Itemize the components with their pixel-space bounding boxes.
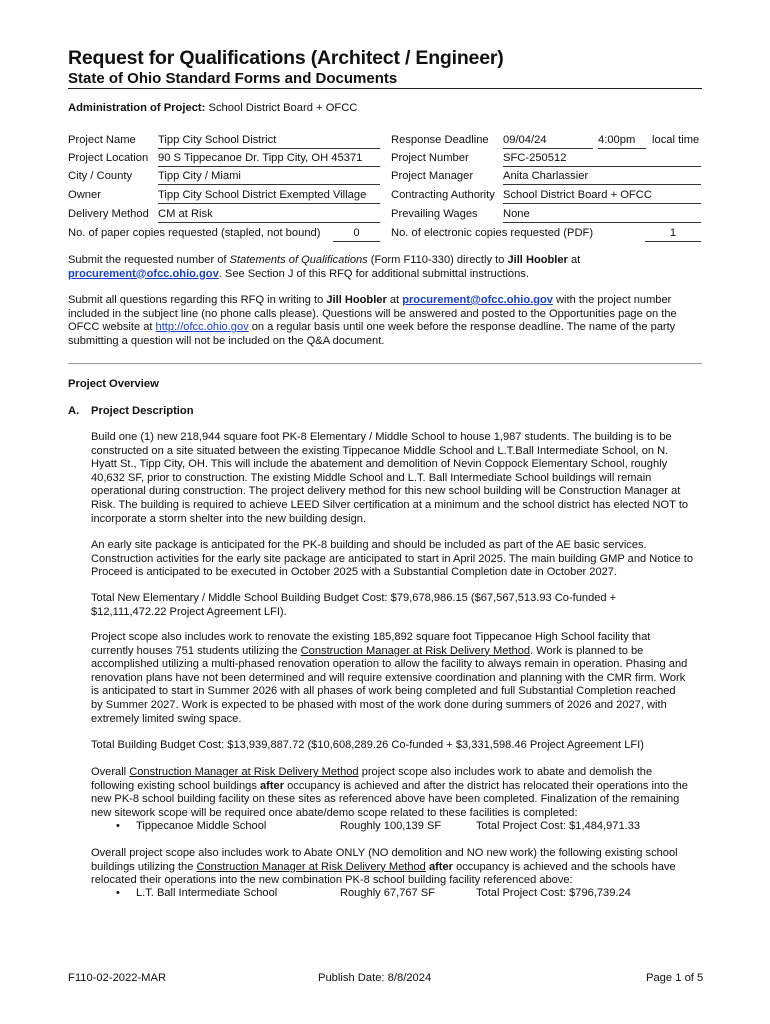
para-line: An early site package is anticipated for the PK-8 building and should be included as part of the AE basic services.: [91, 539, 647, 551]
para-line: . Work is planned to be: [530, 644, 644, 657]
questions-text: included in the subject line (no phone calls please). Questions will be answered and posted to the Opportunities page on the: [68, 307, 677, 320]
city-county-label: City / County: [68, 170, 133, 182]
bullet-2-size: Roughly 67,767 SF: [340, 887, 435, 899]
para-line: Total Building Budget Cost: $13,939,887.72 ($10,608,289.26 Co-funded + $3,331,598.46 Project Agreement LFI): [91, 739, 644, 751]
delivery-method-value: CM at Risk: [158, 208, 380, 223]
owner-value: Tipp City School District Exempted Village: [158, 189, 380, 204]
bullet-dot: •: [116, 887, 120, 899]
project-manager-value: Anita Charlassier: [503, 170, 701, 185]
para-line: Project scope also includes work to renovate the existing 185,892 square foot Tippecanoe High School facility that: [91, 631, 651, 643]
project-name-label: Project Name: [68, 134, 136, 146]
response-deadline-label: Response Deadline: [391, 134, 489, 146]
admin-label: Administration of Project:: [68, 102, 206, 114]
project-manager-label: Project Manager: [391, 170, 474, 182]
section-a-title: Project Description: [91, 405, 194, 417]
renovation-paragraph: [91, 631, 703, 726]
description-paragraph-2: [91, 539, 703, 580]
prevailing-wages-label: Prevailing Wages: [391, 208, 478, 220]
after-bold: after: [259, 779, 285, 792]
delivery-method-label: Delivery Method: [68, 208, 149, 220]
abatement-paragraph: [91, 766, 703, 820]
para-line: is anticipated to start in Summer 2026 with all phases of work being completed and full Substantial Completion reached: [91, 685, 676, 698]
para-line: $12,111,472.22 Project Agreement LFI).: [91, 605, 287, 618]
owner-label: Owner: [68, 189, 101, 201]
para-line: operational during construction. The project delivery method for this new school building will be Construction Manager at: [91, 485, 681, 498]
para-line: Risk. The building is required to achieve LEED Silver certification at a minimum and the school district has elected NOT to: [91, 498, 689, 511]
para-line: Overall project scope also includes work to Abate ONLY (NO demolition and NO new work) the following existing school: [91, 847, 678, 859]
submit-text: at: [567, 254, 581, 266]
paper-copies-value: 0: [333, 227, 380, 242]
para-line: Overall: [91, 766, 130, 778]
bullet-1-name: Tippecanoe Middle School: [136, 820, 267, 832]
para-line: renovation plans have not been determined and will require extensive coordination and planning with the CMR firm. Work: [91, 671, 686, 684]
submit-paragraph: [68, 254, 708, 281]
after-bold: after: [428, 860, 453, 873]
para-line: Proceed is anticipated to be executed in October 2025 with a Substantial Completion date in October 2027.: [91, 566, 618, 579]
para-line: project scope also includes work to abate and demolish the: [358, 766, 653, 778]
questions-paragraph: [68, 294, 708, 348]
budget-paragraph: [91, 592, 703, 619]
admin-value: School District Board + OFCC: [208, 102, 358, 114]
document-subtitle: State of Ohio Standard Forms and Documents: [68, 70, 398, 87]
footer-form-id: F110-02-2022-MAR: [68, 972, 167, 984]
para-line: relocated their operations into the new combination PK-8 school building facility referenced above:: [91, 874, 573, 887]
questions-text: with the project number: [552, 294, 672, 306]
cmar-method-text: Construction Manager at Risk Delivery Method: [129, 766, 359, 778]
para-line: Build one (1) new 218,944 square foot PK-8 Elementary / Middle School to house 1,987 students. The building is to be: [91, 431, 672, 443]
bullet-dot: •: [116, 820, 120, 832]
project-location-label: Project Location: [68, 152, 149, 164]
soq-italic: Statements of Qualifications: [229, 254, 368, 266]
para-line: Total New Elementary / Middle School Building Budget Cost: $79,678,986.15 ($67,567,513.93 Co-funded +: [91, 592, 617, 604]
questions-text: on a regular basis until one week before the response deadline. The name of the party: [248, 321, 676, 334]
para-line: incorporate a storm shelter into the new building design.: [91, 512, 367, 525]
questions-text: OFCC website at: [68, 321, 156, 334]
electronic-copies-label: No. of electronic copies requested (PDF): [391, 227, 594, 239]
city-county-value: Tipp City / Miami: [158, 170, 380, 185]
contact-name: Jill Hoobler: [507, 254, 568, 266]
project-number-label: Project Number: [391, 152, 469, 164]
para-line: occupancy is achieved and the schools have: [452, 860, 676, 873]
para-line: 40,632 SF, prior to construction. The existing Middle School and L.T. Ball Intermediate School buildings will remain: [91, 471, 652, 484]
para-line: Hyatt St., Tipp City, OH. This will include the abatement and demolition of Nevin Coppock Elementary School, roughly: [91, 458, 668, 471]
project-location-value: 90 S Tippecanoe Dr. Tipp City, OH 45371: [158, 152, 380, 167]
submit-text: . See Section J of this RFQ for additional submittal instructions.: [218, 267, 529, 280]
email-link[interactable]: procurement@ofcc.ohio.gov: [68, 267, 219, 280]
para-line: new sitework scope will be required once abate/demo scope related to these facilities is completed:: [91, 806, 578, 819]
para-line: extremely limited swing space.: [91, 712, 242, 725]
project-number-value: SFC-250512: [503, 152, 701, 167]
contact-name: Jill Hoobler: [326, 294, 387, 306]
footer-publish-date: Publish Date: 8/8/2024: [318, 972, 432, 984]
website-link[interactable]: http://ofcc.ohio.gov: [155, 321, 249, 334]
response-deadline-date: 09/04/24: [503, 134, 593, 149]
bullet-1-cost: Total Project Cost: $1,484,971.33: [476, 820, 641, 832]
administration-line: [68, 102, 357, 114]
para-line: accomplished utilizing a multi-phased renovation operation to allow the facility to always remain in operation. Phasing and: [91, 658, 688, 671]
submit-text: Submit the requested number of: [68, 254, 230, 266]
project-name-value: Tipp City School District: [158, 134, 380, 149]
footer-page-number: Page 1 of 5: [646, 972, 704, 984]
hs-budget-paragraph: [91, 739, 703, 753]
para-line: following existing school buildings: [91, 779, 260, 792]
questions-text: submitting a question will not be included on the Q&A document.: [68, 334, 385, 347]
section-divider: [68, 363, 702, 364]
document-title: Request for Qualifications (Architect / Engineer): [68, 47, 504, 69]
para-line: new PK-8 school building facility on these sites as referenced above have been completed. Finalization of the remaining: [91, 793, 680, 806]
prevailing-wages-value: None: [503, 208, 701, 223]
cmar-method-text: Construction Manager at Risk Delivery Method: [196, 860, 426, 873]
description-paragraph-1: [91, 431, 703, 526]
title-rule: [68, 88, 702, 89]
section-a-letter: A.: [68, 405, 80, 417]
para-line: buildings utilizing the: [91, 860, 197, 873]
questions-text: at: [386, 294, 403, 306]
email-link[interactable]: procurement@ofcc.ohio.gov: [402, 294, 553, 306]
bullet-1-size: Roughly 100,139 SF: [340, 820, 442, 832]
para-line: currently houses 751 students utilizing the: [91, 644, 301, 657]
bullet-2-cost: Total Project Cost: $796,739.24: [476, 887, 631, 899]
bullet-2-name: L.T. Ball Intermediate School: [136, 887, 278, 899]
submit-text: (Form F110-330) directly to: [367, 254, 508, 266]
contracting-authority-value: School District Board + OFCC: [503, 189, 701, 204]
questions-text: Submit all questions regarding this RFQ in writing to: [68, 294, 327, 306]
response-deadline-time: 4:00pm: [598, 134, 646, 149]
abate-only-paragraph: [91, 847, 703, 888]
para-line: constructed on a site situated between the existing Tippecanoe Middle School and L.T.Ball Intermediate School, on N.: [91, 444, 669, 457]
project-overview-heading: Project Overview: [68, 378, 159, 390]
electronic-copies-value: 1: [645, 227, 701, 242]
para-line: occupancy is achieved and after the district has relocated their operations into the: [284, 779, 688, 792]
cmar-method-text: Construction Manager at Risk Delivery Method: [300, 644, 531, 657]
para-line: Construction activities for the early site package are anticipated to start in April 2025. The main building GMP and Notice to: [91, 552, 694, 565]
para-line: by Summer 2027. Work is expected to be phased with most of the work done during summers of 2026 and 2027, with: [91, 698, 667, 711]
contracting-authority-label: Contracting Authority: [391, 189, 495, 201]
local-time-label: local time: [652, 134, 700, 146]
paper-copies-label: No. of paper copies requested (stapled, not bound): [68, 227, 321, 239]
